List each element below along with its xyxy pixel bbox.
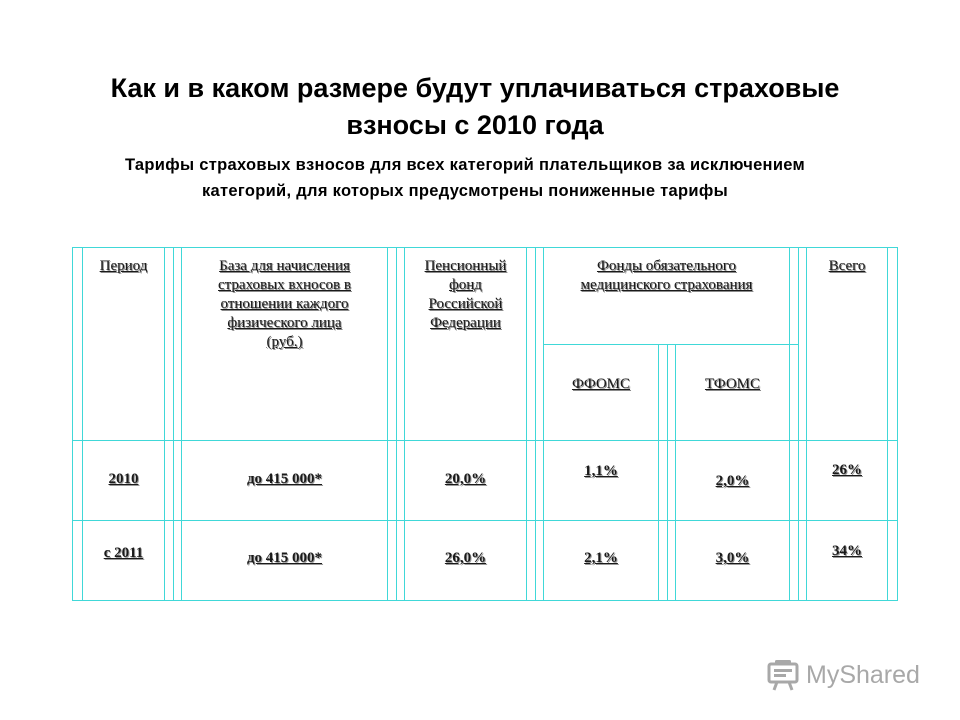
header-medical-line: медицинского страхования: [580, 277, 753, 293]
grid-line: [887, 247, 888, 601]
grid-line: [789, 247, 790, 601]
grid-line: [535, 247, 536, 601]
row-2011-pension: 26,0%: [444, 550, 487, 566]
header-base-line: отношении каждого: [220, 296, 349, 312]
slide-title-line-2: взносы с 2010 года: [346, 110, 604, 140]
header-total: Всего: [828, 258, 866, 274]
slide-subtitle-line-2: категорий, для которых предусмотрены пониженные тарифы: [202, 182, 728, 200]
header-pension-line: фонд: [449, 277, 482, 293]
row-2010-pension: 20,0%: [444, 471, 487, 487]
grid-line: [543, 344, 798, 345]
header-base-line: (руб.): [266, 334, 303, 350]
header-pension-line: Российской: [428, 296, 503, 312]
row-2010-base: до 415 000*: [246, 471, 323, 487]
header-period: Период: [99, 258, 148, 274]
grid-line: [798, 247, 799, 601]
row-2010-total: 26%: [832, 462, 862, 478]
grid-line: [396, 247, 397, 601]
header-base-line: страховых вхносов в: [218, 277, 351, 293]
header-tfoms: ТФОМС: [704, 376, 761, 392]
header-base-line: База для начисления: [219, 258, 350, 274]
slide-title: [60, 70, 890, 144]
header-base-line: физического лица: [227, 315, 342, 331]
presentation-board-icon: [766, 658, 800, 692]
header-medical-line: Фонды обязательного: [596, 258, 737, 274]
row-2010-period: 2010: [108, 471, 139, 487]
tariff-table: [72, 247, 898, 601]
grid-line: [72, 247, 73, 601]
grid-line: [72, 440, 898, 441]
row-2010-ffoms: 1,1%: [584, 463, 618, 479]
slide-subtitle: [70, 152, 860, 204]
row-2011-tfoms: 3,0%: [715, 550, 750, 566]
watermark-text: MyShared: [806, 660, 920, 689]
row-2010-tfoms: 2,0%: [715, 473, 750, 489]
grid-line: [897, 247, 898, 601]
header-medical-funds: [544, 257, 789, 295]
row-2011-base: до 415 000*: [246, 550, 323, 566]
header-ffoms: ФФОМС: [571, 376, 631, 392]
grid-line: [173, 247, 174, 601]
grid-line: [387, 247, 388, 601]
slide-title-line-1: Как и в каком размере будут уплачиваться страховые: [110, 73, 840, 103]
grid-line: [72, 520, 898, 521]
header-pension-line: Федерации: [430, 315, 501, 331]
header-base: [182, 257, 387, 352]
header-pension-line: Пенсионный: [424, 258, 507, 274]
grid-line: [72, 600, 898, 601]
slide-subtitle-line-1: Тарифы страховых взносов для всех категорий плательщиков за исключением: [124, 156, 806, 174]
grid-line: [658, 344, 659, 601]
grid-line: [164, 247, 165, 601]
row-2011-total: 34%: [832, 543, 862, 559]
row-2011-period: с 2011: [103, 545, 144, 561]
header-pension-fund: [405, 257, 526, 333]
grid-line: [72, 247, 898, 248]
grid-line: [667, 344, 668, 601]
grid-line: [526, 247, 527, 601]
row-2011-ffoms: 2,1%: [584, 550, 618, 566]
watermark-logo: [766, 655, 920, 695]
grid-line: [543, 247, 544, 601]
